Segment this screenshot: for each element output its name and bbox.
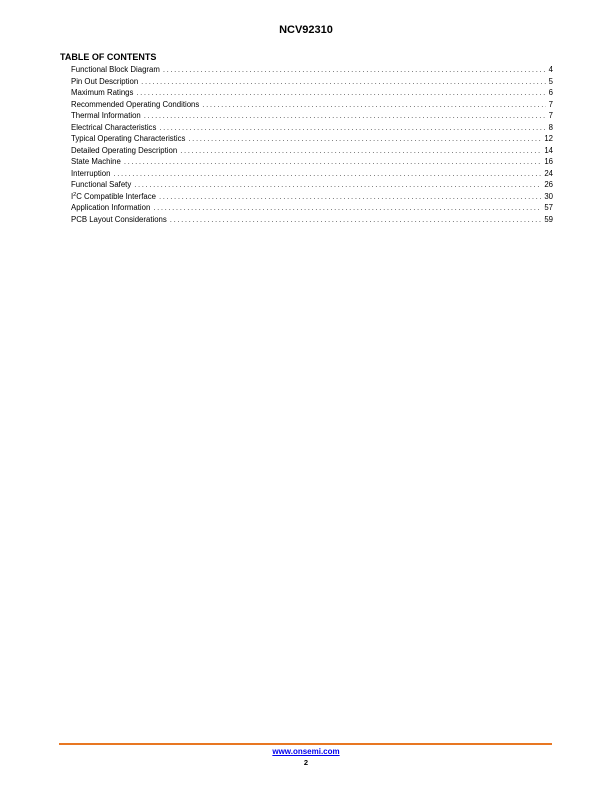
toc-entry-page: 26 [544,180,553,189]
toc-entry-page: 24 [544,168,553,178]
toc-entry-label: Interruption [71,168,111,178]
toc-dot-leader [188,133,541,145]
toc-entry-electrical-characteristics[interactable] [71,122,553,134]
toc-entry-label: Application Information [71,203,151,212]
toc-dot-leader [113,168,541,180]
toc-entry-i2c-compatible-interface[interactable] [71,191,553,203]
toc-dot-leader [170,214,542,226]
toc-entry-application-information[interactable] [71,202,553,214]
toc-entry-state-machine[interactable] [71,156,553,168]
toc-entry-page: 8 [548,122,553,132]
toc-entry-page: 6 [548,88,553,97]
toc-entry-label-prefix: I [71,191,74,201]
table-of-contents [71,64,553,225]
website-link[interactable]: www.onsemi.com [272,747,340,756]
toc-entry-recommended-operating-conditions[interactable] [71,99,553,111]
toc-heading: TABLE OF CONTENTS [60,52,157,62]
toc-entry-interruption[interactable] [71,168,553,180]
toc-dot-leader [153,202,541,214]
toc-entry-functional-safety[interactable] [71,179,553,191]
toc-dot-leader [163,64,546,76]
toc-entry-label-suffix: C Compatible Interface [76,191,156,201]
toc-entry-pin-out-description[interactable] [71,76,553,88]
toc-entry-label: PCB Layout Considerations [71,214,167,224]
toc-entry-pcb-layout-considerations[interactable] [71,214,553,226]
document-title: NCV92310 [279,24,333,36]
toc-entry-label: Functional Block Diagram [71,65,160,74]
toc-entry-page: 4 [548,65,553,74]
toc-entry-label: Recommended Operating Conditions [71,99,200,109]
toc-entry-page: 7 [548,111,553,120]
toc-entry-page: 7 [548,99,553,109]
toc-dot-leader [124,156,541,168]
toc-dot-leader [134,179,541,191]
toc-entry-label: State Machine [71,157,121,166]
toc-dot-leader [144,110,546,122]
toc-entry-page: 14 [544,145,553,155]
toc-dot-leader [136,87,545,99]
toc-entry-thermal-information[interactable] [71,110,553,122]
toc-dot-leader [141,76,545,88]
toc-entry-detailed-operating-description[interactable] [71,145,553,157]
toc-entry-label: Detailed Operating Description [71,145,178,155]
toc-entry-page: 59 [544,214,553,224]
toc-entry-label-superscript: 2 [73,191,77,198]
page-number: 2 [303,758,309,767]
toc-entry-label: Functional Safety [71,180,132,189]
toc-entry-page: 5 [548,76,553,86]
toc-dot-leader [159,191,541,203]
toc-dot-leader [180,145,541,157]
toc-entry-label: Pin Out Description [71,76,139,86]
toc-entry-typical-operating-characteristics[interactable] [71,133,553,145]
toc-dot-leader [159,122,545,134]
toc-dot-leader [202,99,545,111]
footer-divider [59,743,552,745]
toc-entry-page: 16 [544,157,553,166]
toc-entry-page: 12 [544,134,553,143]
toc-entry-label: Typical Operating Characteristics [71,134,186,143]
toc-entry-functional-block-diagram[interactable] [71,64,553,76]
toc-entry-label: Maximum Ratings [71,88,134,97]
toc-entry-label: Electrical Characteristics [71,122,157,132]
toc-entry-maximum-ratings[interactable] [71,87,553,99]
toc-entry-page: 30 [544,191,553,201]
toc-entry-page: 57 [544,203,553,212]
toc-entry-label: Thermal Information [71,111,141,120]
toc-entry-label [71,191,159,203]
